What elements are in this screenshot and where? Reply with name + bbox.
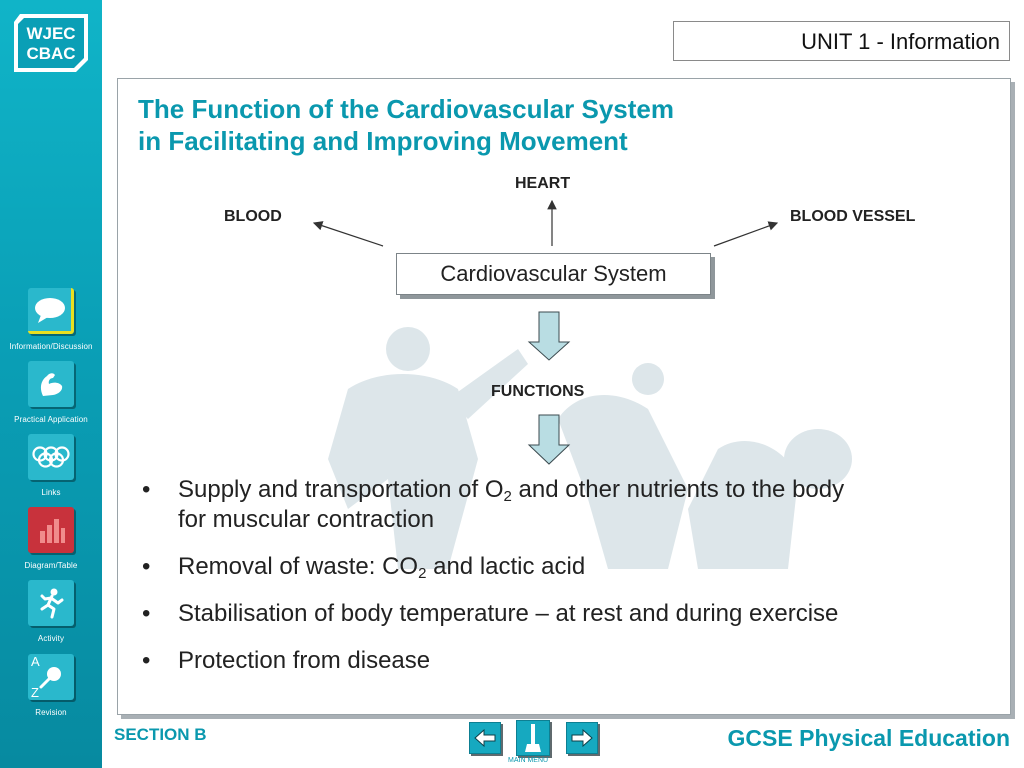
torch-icon [522, 722, 544, 754]
sidebar-item-label: Activity [37, 634, 65, 643]
subscript: 2 [418, 565, 427, 582]
wjec-cbac-logo [14, 14, 88, 72]
bullet-text: Protection from disease [178, 647, 431, 674]
unit-title-box [673, 21, 1010, 61]
sidebar-item-information-discussion[interactable] [0, 288, 102, 351]
list-item [136, 552, 986, 582]
runner-icon [28, 580, 74, 626]
list-item [136, 599, 986, 629]
bullet-text: and lactic acid [426, 553, 586, 580]
section-label: SECTION B [114, 725, 207, 744]
bullet-text: Stabilisation of body temperature – at rest and during exercise [178, 600, 839, 627]
unit-title: UNIT 1 - Information [801, 29, 1000, 54]
bullet-marker: • [142, 476, 151, 503]
functions-list [136, 475, 986, 693]
sidebar-item-practical-application[interactable] [0, 361, 102, 424]
bullet-marker: • [142, 553, 151, 580]
diagram-label-blood-vessel: BLOOD VESSEL [790, 208, 916, 225]
revision-letter-a: A [31, 654, 40, 669]
magnifier-icon [28, 654, 74, 700]
diagram-label-functions: FUNCTIONS [491, 383, 585, 400]
sidebar-item-label: Practical Application [14, 415, 88, 424]
bullet-marker: • [142, 600, 151, 627]
sidebar-item-diagram-table[interactable] [0, 507, 102, 570]
brand-title: GCSE Physical Education [727, 725, 1010, 751]
bullet-text: for muscular contraction [178, 506, 435, 533]
sidebar-item-activity[interactable] [0, 580, 102, 643]
bullet-marker: • [142, 647, 151, 674]
speech-bubble-icon [28, 288, 74, 334]
sidebar-item-label: Links [41, 488, 61, 497]
sidebar-item-label: Diagram/Table [24, 561, 78, 570]
content-panel [117, 78, 1011, 715]
bullet-text: Supply and transportation of O [178, 476, 504, 503]
list-item [136, 475, 986, 535]
title-line-2: in Facilitating and Improving Movement [138, 126, 628, 156]
revision-letter-z: Z [31, 685, 39, 700]
title-line-1: The Function of the Cardiovascular System [138, 94, 674, 124]
list-item [136, 646, 986, 676]
cardiovascular-system-box: Cardiovascular System [396, 253, 711, 295]
sidebar-item-revision[interactable] [0, 654, 102, 717]
forward-button[interactable] [566, 722, 598, 754]
svg-text:CBAC: CBAC [26, 44, 76, 63]
bullet-text: Removal of waste: CO [178, 553, 419, 580]
olympic-rings-icon [28, 434, 74, 480]
back-button[interactable] [469, 722, 501, 754]
diagram-label-heart: HEART [515, 175, 571, 192]
flexed-arm-icon [28, 361, 74, 407]
sidebar-item-links[interactable] [0, 434, 102, 497]
svg-text:WJEC: WJEC [26, 24, 76, 43]
subscript: 2 [503, 488, 512, 505]
sidebar-item-label: Information/Discussion [9, 342, 93, 351]
bullet-text: and other nutrients to the body [511, 476, 845, 503]
sidebar-item-label: Revision [35, 708, 67, 717]
arrow-left-icon [473, 729, 497, 747]
sidebar [0, 0, 102, 768]
main-menu-button[interactable] [516, 720, 550, 756]
arrow-right-icon [570, 729, 594, 747]
diagram-label-blood: BLOOD [224, 208, 282, 225]
bar-chart-icon [28, 507, 74, 553]
main-menu-label: MAIN MENU [508, 757, 549, 764]
